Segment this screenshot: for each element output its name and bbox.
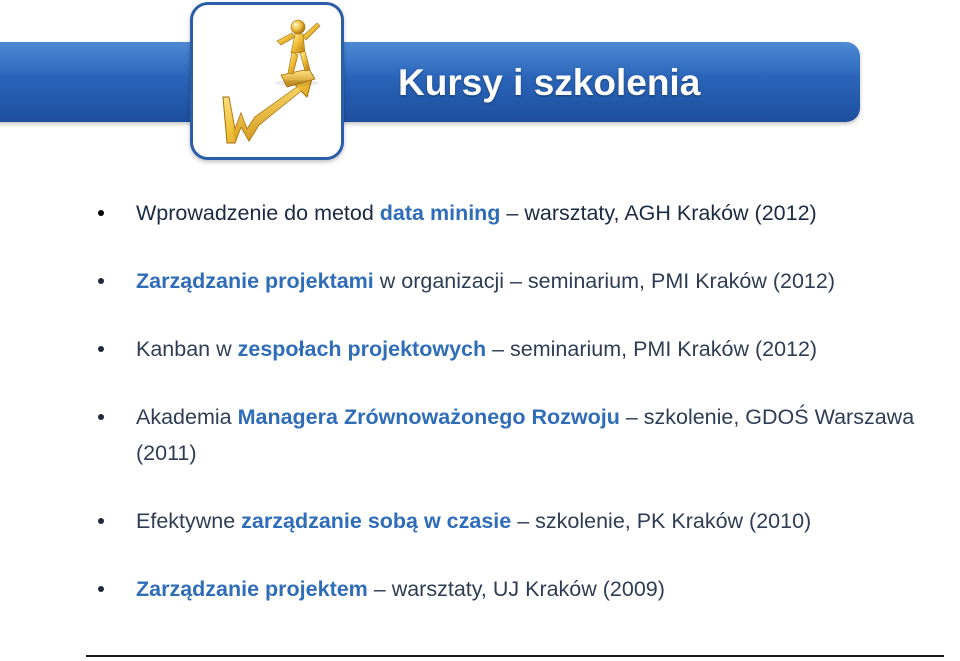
list-item: Akademia Managera Zrównoważonego Rozwoju – szkolenie, GDOŚ Warszawa (2011) <box>0 399 960 471</box>
list-item: Zarządzanie projektami w organizacji – seminarium, PMI Kraków (2012) <box>0 263 960 299</box>
footer-divider <box>86 655 944 657</box>
list-item: Kanban w zespołach projektowych – seminarium, PMI Kraków (2012) <box>0 331 960 367</box>
list-item: Zarządzanie projektem – warsztaty, UJ Kraków (2009) <box>0 571 960 607</box>
page-title: Kursy i szkolenia <box>398 62 701 103</box>
logo-box <box>190 2 344 160</box>
figure-on-rising-arrow-icon <box>193 5 341 157</box>
list-item: Efektywne zarządzanie sobą w czasie – szkolenie, PK Kraków (2010) <box>0 503 960 539</box>
course-list <box>0 195 960 607</box>
list-item: Wprowadzenie do metod data mining – warsztaty, AGH Kraków (2012) <box>0 195 960 231</box>
